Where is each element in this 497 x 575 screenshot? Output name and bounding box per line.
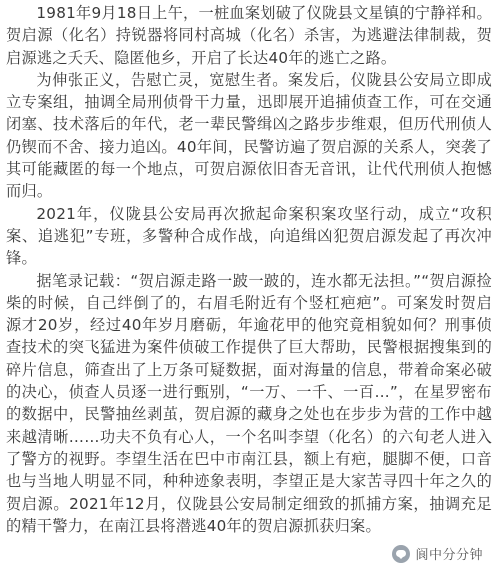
article-paragraph-1: 1981年9月18日上午，一桩血案划破了仪陇县文星镇的宁静祥和。贺启源（化名）持锐器将同村高城（化名）杀害，为逃避法律制裁，贺启源逃之夭夭、隐匿他乡，开启了长达40年的逃亡之路。: [6, 4, 492, 67]
watermark: [389, 542, 489, 565]
article-paragraph-3: 2021年，仪陇县公安局再次掀起命案积案攻坚行动，成立“攻积案、追逃犯”专班，多警种合成作战，向追缉凶犯贺启源发起了再次冲锋。: [6, 204, 492, 268]
article-paragraph-4: 据笔录记载：“贺启源走路一跛一跛的，连水都无法担。”“贺启源捡柴的时候，自己绊倒了的，右眉毛附近有个竖杠疤疤”。可案发时贺启源才20岁，经过40年岁月磨砺，年逾花甲的他究竟相貌如何？刑事侦查技术的突飞猛进为案件侦破工作提供了巨大帮助，民警根据搜集到的碎片信息，筛查出了上万条可疑数据，面对海量的信息，带着命案必破的决心，侦查人员逐一进行甄别，“一万、一千、一百…”，在星罗密布的数据中，民警抽丝剥茧，贺启源的藏身之处也在步步为营的工作中越来越清晰……功夫不负有心人，一个名叫李望（化名）的六旬老人进入了警方的视野。李望生活在巴中市南江县，额上有疤，腿脚不便，口音也与当地人明显不同，种种迹象表明，李望正是大家苦寻四十年之久的贺启源。2021年12月，仪陇县公安局制定细致的抓捕方案，抽调充足的精干警力，在南江县将潜逃40年的贺启源抓获归案。: [6, 271, 492, 535]
watermark-text: 阆中分分钟: [415, 548, 483, 563]
article-paragraph-2: 为伸张正义，告慰亡灵，宽慰生者。案发后，仪陇县公安局立即成立专案组，抽调全局刑侦骨干力量，迅即展开追捕侦查工作，可在交通闭塞、技术落后的年代，老一辈民警缉凶之路步步维艰，但历代刑侦人仍锲而不舍、接力追凶。40年间，民警访遍了贺启源的关系人，突袭了其可能藏匿的每一个地点，可贺启源依旧杳无音讯，让代代刑侦人抱憾而归。: [6, 70, 492, 201]
wechat-icon: [392, 545, 410, 563]
article-body: [6, 2, 492, 537]
